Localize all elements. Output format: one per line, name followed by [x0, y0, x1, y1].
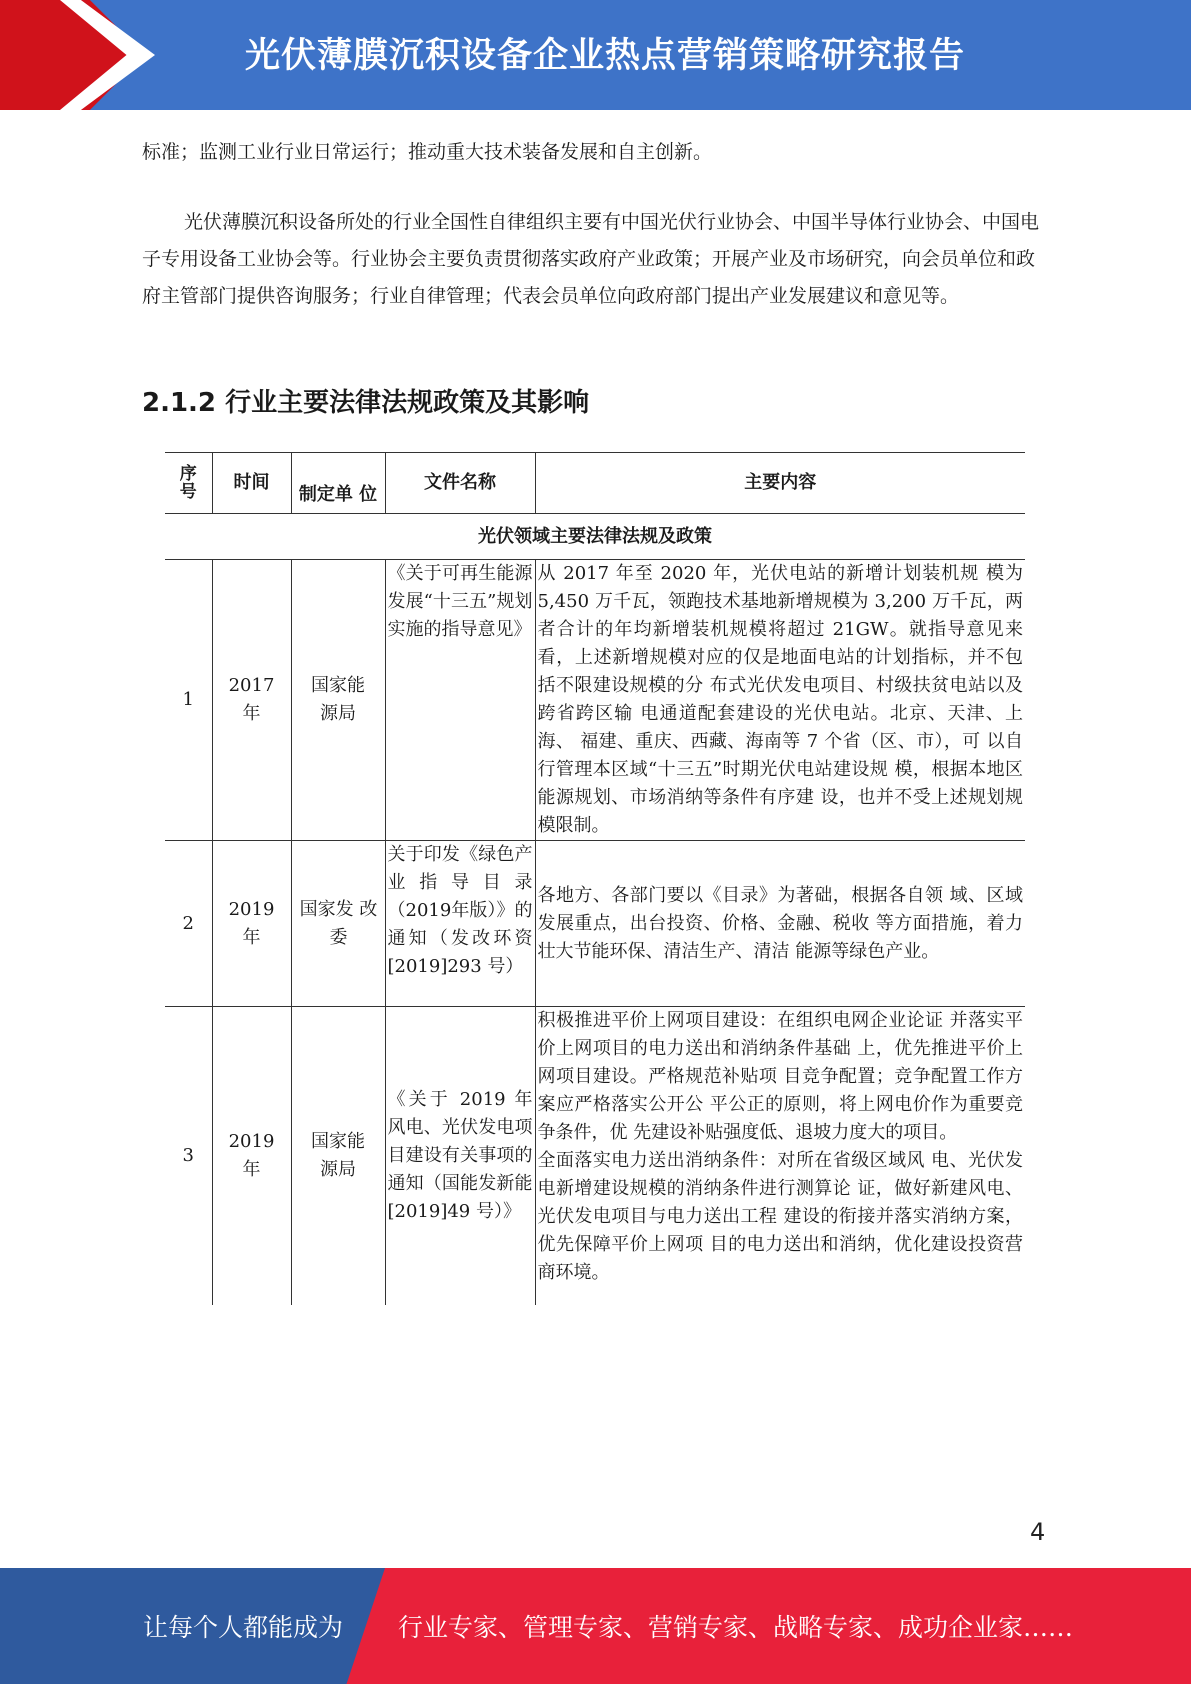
header-red-chevron — [0, 0, 145, 110]
cell-seq: 3 — [165, 1007, 212, 1305]
cell-unit: 国家能源局 — [291, 560, 385, 841]
content-paragraph: 各地方、各部门要以《目录》为著础，根据各自领 域、区域发展重点，出台投资、价格、金融、税收 等方面措施，着力壮大节能环保、清洁生产、清洁 能源等绿色产业。 — [537, 884, 1023, 962]
cell-content — [535, 1007, 1025, 1305]
content-paragraph: 全面落实电力送出消纳条件：对所在省级区域风 电、光伏发电新增建设规模的消纳条件进行测算论 证，做好新建风电、光伏发电项目与电力送出工程 建设的衔接并落实消纳方案，优先保障平价上网项 目的电力送出和消纳，优化建设投资营商环境。 — [537, 1150, 1023, 1283]
footer-slogan-left: 让每个人都能成为 — [143, 1613, 344, 1642]
cell-seq: 2 — [165, 841, 212, 1007]
body-paragraph-2: 光伏薄膜沉积设备所处的行业全国性自律组织主要有中国光伏行业协会、中国半导体行业协会、中国电子专用设备工业协会等。行业协会主要负责贯彻落实政府产业政策；开展产业及市场研究，向会员单位和政府主管部门提供咨询服务；行业自律管理；代表会员单位向政府部门提出产业发展建议和意见等。 — [142, 211, 1040, 307]
page-footer — [0, 1568, 1191, 1684]
table-header-row — [165, 453, 1025, 514]
content-paragraph: 积极推进平价上网项目建设：在组织电网企业论证 并落实平价上网项目的电力送出和消纳条件基础 上，优先推进平价上网项目建设。严格规范补贴项 目竞争配置；竞争配置工作方案应严格落实公开公 平公正的原则，将上网电价作为重要竞争条件，优 先建设补贴强度低、退坡力度大的项目。 — [537, 1010, 1023, 1143]
table-row — [165, 1007, 1025, 1305]
table-row — [165, 560, 1025, 841]
regulations-table — [165, 452, 1025, 1305]
cell-content — [535, 841, 1025, 1007]
page-number: 4 — [1030, 1518, 1046, 1546]
cell-seq: 1 — [165, 560, 212, 841]
page-header — [0, 0, 1191, 110]
header-title: 光伏薄膜沉积设备企业热点营销策略研究报告 — [245, 36, 966, 76]
content-paragraph: 从 2017 年至 2020 年，光伏电站的新增计划装机规 模为 5,450 万千瓦，领跑技术基地新增规模为 3,200 万千瓦，两者合计的年均新增装机规模将超过 21GW。就指导意见来看，上述新增规模对应的仅是地面电站的计划指标，并不包括不限建设规模的分 布式光伏发电项目、村级扶贫电站以及跨省跨区输 电通道配套建设的光伏电站。北京、天津、上海、 福建、重庆、西藏、海南等 7 个省（区、市），可 以自行管理本区域“十三五”时期光伏电站建设规 模，根据本地区能源规划、市场消纳等条件有序建 设，也并不受上述规划规模限制。 — [537, 563, 1023, 836]
footer-slogan-right: 行业专家、管理专家、营销专家、战略专家、成功企业家…… — [398, 1613, 1074, 1642]
cell-unit: 国家发 改委 — [291, 841, 385, 1007]
header-unit: 制定单 位 — [291, 453, 385, 514]
header-seq: 序号 — [165, 453, 212, 514]
header-doc: 文件名称 — [385, 453, 535, 514]
table-group-row — [165, 514, 1025, 560]
cell-doc: 关于印发《绿色产业指导目录（2019年版）》的通知（发改环资[2019]293 号） — [385, 841, 535, 1007]
cell-doc: 《关于可再生能源发展“十三五”规划实施的指导意见》 — [385, 560, 535, 841]
cell-time: 2017年 — [212, 560, 291, 841]
cell-time: 2019年 — [212, 1007, 291, 1305]
group-title: 光伏领域主要法律法规及政策 — [165, 514, 1025, 560]
table-row — [165, 841, 1025, 1007]
cell-content — [535, 560, 1025, 841]
body-paragraph-1: 标准；监测工业行业日常运行；推动重大技术装备发展和自主创新。 — [142, 141, 713, 163]
cell-unit: 国家能源局 — [291, 1007, 385, 1305]
section-title: 2.1.2 行业主要法律法规政策及其影响 — [142, 388, 590, 418]
cell-time: 2019年 — [212, 841, 291, 1007]
header-content: 主要内容 — [535, 453, 1025, 514]
cell-doc: 《关于 2019 年风电、光伏发电项目建设有关事项的通知（国能发新能[2019]49 号）》 — [385, 1007, 535, 1305]
header-time: 时间 — [212, 453, 291, 514]
